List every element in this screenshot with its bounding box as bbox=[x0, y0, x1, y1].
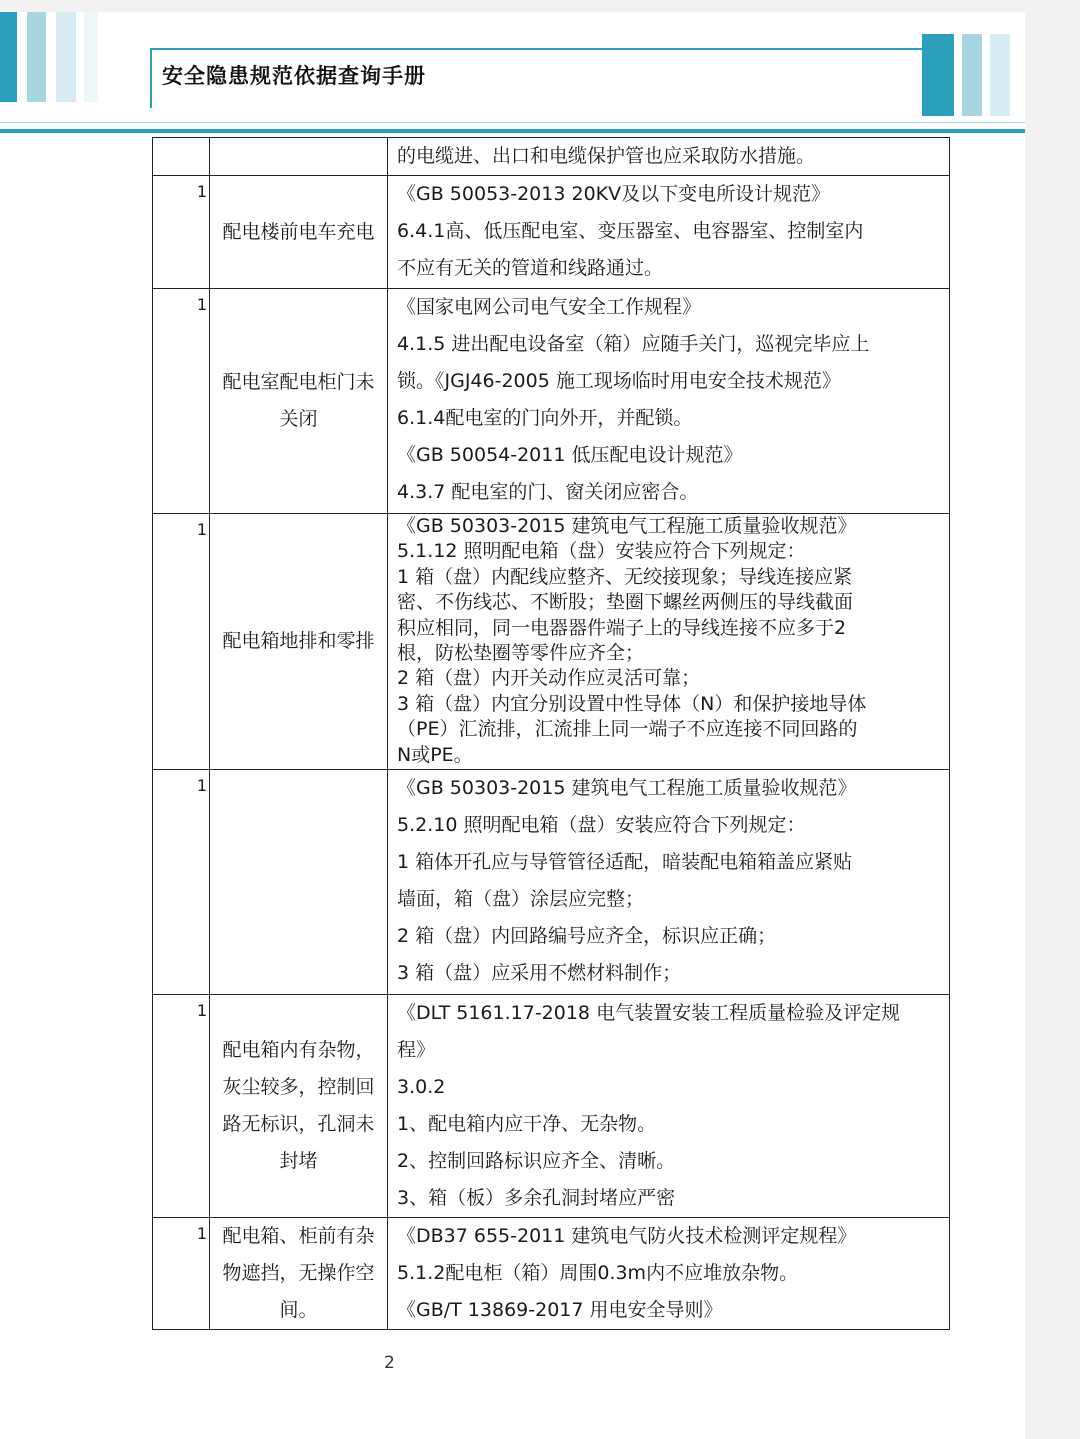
table-row bbox=[153, 770, 950, 995]
header-stripe-left-4 bbox=[84, 12, 98, 102]
regulation-cell bbox=[388, 176, 950, 289]
regulation-line: 锁。《JGJ46-2005 施工现场临时用电安全技术规范》 bbox=[397, 370, 841, 392]
regulation-line: 1 箱体开孔应与导管管径适配，暗装配电箱箱盖应紧贴 bbox=[397, 851, 853, 873]
header-stripe-right-2 bbox=[962, 34, 982, 116]
regulation-cell bbox=[388, 514, 950, 770]
issue-text: 配电箱地排和零排 bbox=[222, 630, 375, 652]
document-title: 安全隐患规范依据查询手册 bbox=[162, 64, 426, 88]
header-divider-thin bbox=[0, 122, 1025, 123]
regulation-line: 3 箱（盘）内宜分别设置中性导体（N）和保护接地导体 bbox=[397, 692, 867, 715]
table-row bbox=[153, 995, 950, 1218]
issue-text: 配电箱内有杂物，灰尘较多，控制回路无标识，孔洞未封堵 bbox=[222, 1039, 375, 1172]
regulation-cell bbox=[388, 770, 950, 995]
table-row bbox=[153, 289, 950, 514]
header-stripe-left-2 bbox=[27, 12, 46, 102]
header-stripe-right-3 bbox=[990, 34, 1010, 116]
regulation-line: 5.2.10 照明配电箱（盘）安装应符合下列规定： bbox=[397, 814, 806, 836]
issue-cell bbox=[210, 138, 388, 176]
header-stripe-left-1 bbox=[0, 12, 17, 102]
regulation-line: 5.1.2配电柜（箱）周围0.3m内不应堆放杂物。 bbox=[397, 1262, 799, 1284]
regulation-line: 《GB 50054-2011 低压配电设计规范》 bbox=[397, 444, 743, 466]
regulation-line: 2、控制回路标识应齐全、清晰。 bbox=[397, 1150, 676, 1172]
regulation-line: 《GB 50303-2015 建筑电气工程施工质量验收规范》 bbox=[397, 515, 857, 537]
issue-text: 配电楼前电车充电 bbox=[222, 220, 375, 243]
regulation-line: 墙面，箱（盘）涂层应完整； bbox=[397, 888, 645, 910]
row-index-cell: 1 bbox=[153, 176, 210, 289]
regulation-line: 2 箱（盘）内回路编号应齐全，标识应正确； bbox=[397, 925, 777, 947]
regulation-line: 不应有无关的管道和线路通过。 bbox=[397, 257, 664, 279]
regulation-line: 密、不伤线芯、不断股；垫圈下螺丝两侧压的导线截面 bbox=[397, 591, 854, 614]
issue-cell bbox=[210, 289, 388, 514]
regulation-line: 3.0.2 bbox=[397, 1076, 446, 1098]
row-index-cell: 1 bbox=[153, 770, 210, 995]
row-index-cell: 1 bbox=[153, 289, 210, 514]
regulation-line: 根，防松垫圈等零件应齐全； bbox=[397, 642, 645, 665]
issue-text: 配电箱、柜前有杂物遮挡，无操作空间。 bbox=[222, 1225, 375, 1321]
row-index-cell: 1 bbox=[153, 995, 210, 1218]
regulation-line: 3、箱（板）多余孔洞封堵应严密 bbox=[397, 1187, 676, 1209]
regulation-line: 的电缆进、出口和电缆保护管也应采取防水措施。 bbox=[397, 145, 816, 167]
row-index-cell: 1 bbox=[153, 1218, 210, 1330]
issue-cell bbox=[210, 995, 388, 1218]
regulation-cell bbox=[388, 1218, 950, 1330]
regulation-line: 《GB 50053-2013 20KV及以下变电所设计规范》 bbox=[397, 183, 831, 205]
table-row bbox=[153, 514, 950, 770]
header-divider bbox=[0, 129, 1025, 133]
row-index-cell bbox=[153, 138, 210, 176]
regulation-line: 1 箱（盘）内配线应整齐、无绞接现象；导线连接应紧 bbox=[397, 565, 853, 588]
regulation-line: 5.1.12 照明配电箱（盘）安装应符合下列规定： bbox=[397, 540, 806, 563]
regulation-line: （PE）汇流排，汇流排上同一端子不应连接不同回路的 bbox=[397, 718, 858, 741]
regulation-line: 《DLT 5161.17-2018 电气装置安装工程质量检验及评定规 bbox=[397, 1002, 901, 1024]
regulation-line: 程》 bbox=[397, 1039, 436, 1061]
regulation-line: 3 箱（盘）应采用不燃材料制作； bbox=[397, 962, 682, 984]
regulation-line: 6.1.4配电室的门向外开，并配锁。 bbox=[397, 407, 693, 429]
regulation-cell bbox=[388, 995, 950, 1218]
regulation-line: 《GB/T 13869-2017 用电安全导则》 bbox=[397, 1299, 723, 1321]
regulation-line: 《国家电网公司电气安全工作规程》 bbox=[397, 296, 702, 318]
regulation-line: 积应相同，同一电器器件端子上的导线连接不应多于2 bbox=[397, 616, 847, 639]
regulation-table bbox=[152, 137, 950, 1330]
issue-cell bbox=[210, 514, 388, 770]
table-row bbox=[153, 138, 950, 176]
header-stripe-left-3 bbox=[56, 12, 76, 102]
issue-text: 配电室配电柜门未关闭 bbox=[222, 371, 375, 430]
regulation-line: 6.4.1高、低压配电室、变压器室、电容器室、控制室内 bbox=[397, 220, 864, 242]
table-row bbox=[153, 176, 950, 289]
row-index-cell: 1 bbox=[153, 514, 210, 770]
regulation-cell bbox=[388, 289, 950, 514]
regulation-cell bbox=[388, 138, 950, 176]
table-row bbox=[153, 1218, 950, 1330]
regulation-line: 《GB 50303-2015 建筑电气工程施工质量验收规范》 bbox=[397, 777, 857, 799]
issue-cell bbox=[210, 770, 388, 995]
regulation-line: 4.3.7 配电室的门、窗关闭应密合。 bbox=[397, 481, 699, 503]
regulation-line: 2 箱（盘）内开关动作应灵活可靠； bbox=[397, 667, 701, 690]
issue-cell bbox=[210, 1218, 388, 1330]
regulation-line: N或PE。 bbox=[397, 743, 473, 766]
issue-cell bbox=[210, 176, 388, 289]
page-number: 2 bbox=[384, 1353, 395, 1373]
regulation-line: 4.1.5 进出配电设备室（箱）应随手关门，巡视完毕应上 bbox=[397, 333, 870, 355]
regulation-line: 《DB37 655-2011 建筑电气防火技术检测评定规程》 bbox=[397, 1225, 857, 1247]
regulation-line: 1、配电箱内应干净、无杂物。 bbox=[397, 1113, 657, 1135]
header-stripe-right-1 bbox=[922, 34, 954, 116]
